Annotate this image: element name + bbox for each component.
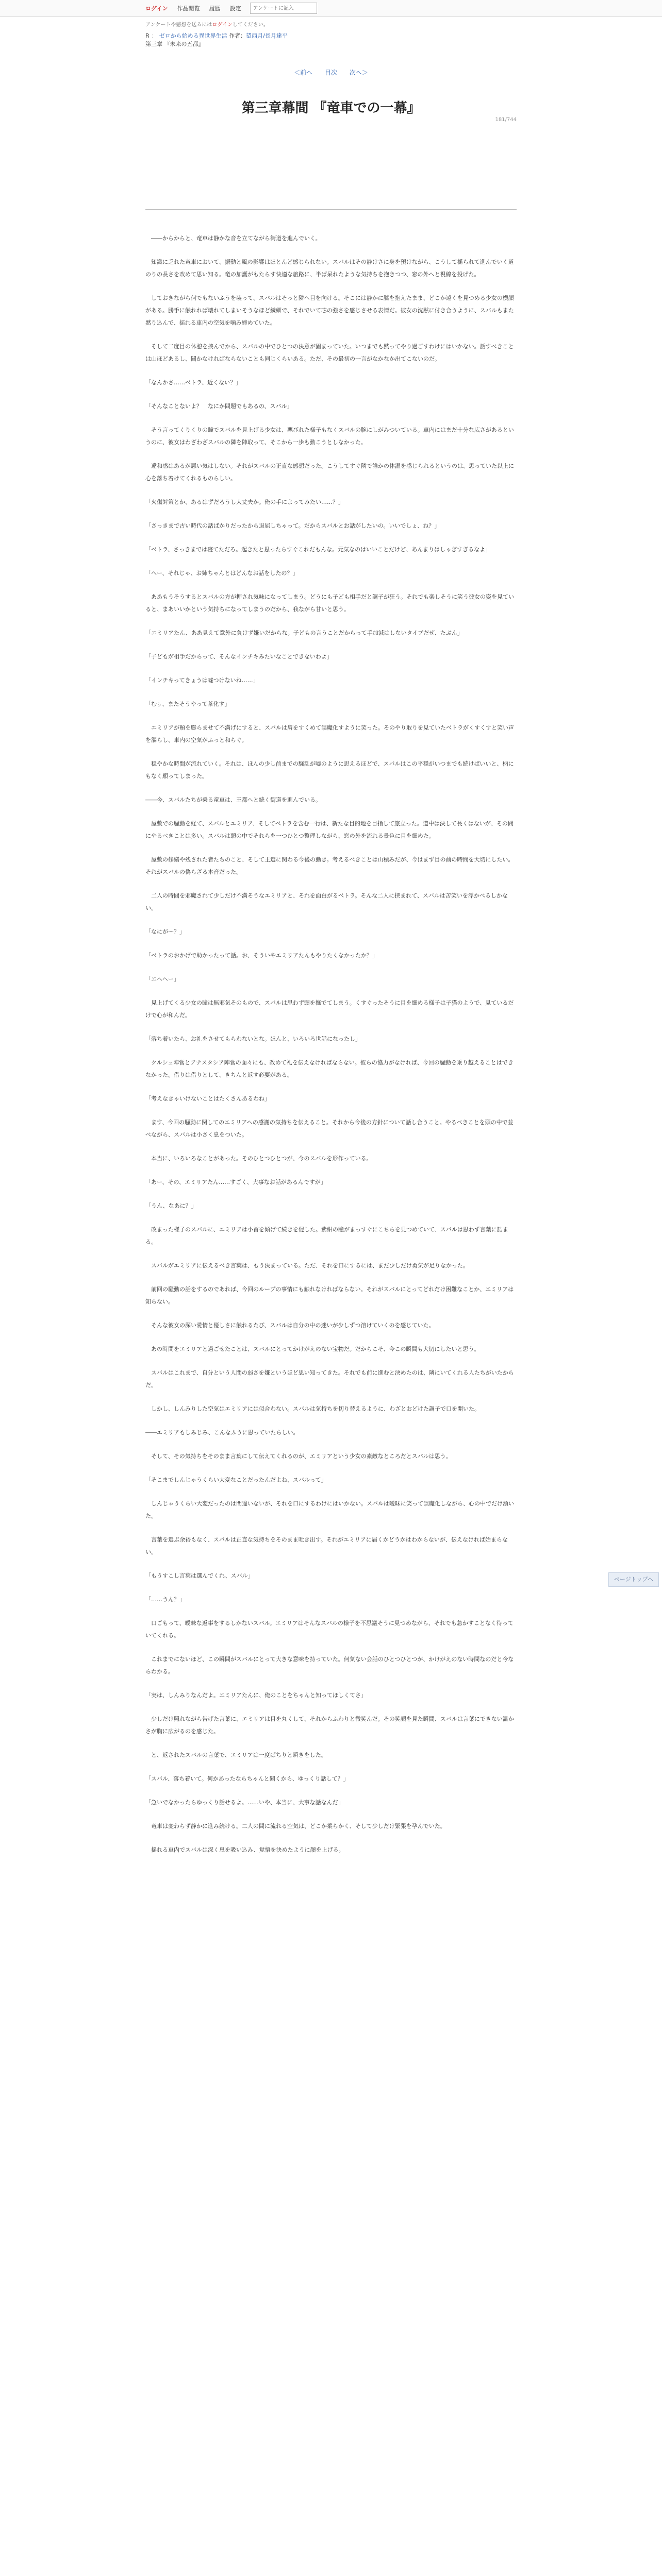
novel-paragraph: そして二度目の休憩を挟んでから、スバルの中でひとつの決意が固まっていた。いつまでも黙ってやり過ごすわけにはいかない。話すべきことは山ほどあるし、聞かなければならないことも同じくらいある。ただ、その最初の一言がなかなか出てこないのだ。 [145, 343, 514, 362]
work-title-link[interactable]: ゼロから始める異世界生活 [159, 32, 227, 39]
novel-paragraph: そう言ってくりくりの瞳でスバルを見上げる少女は、悪びれた様子もなくスバルの腕にしがみついている。車内にはまだ十分な広さがあるというのに、彼女はわざわざスバルの隣を陣取って、そこから一歩も動こうとしなかった。 [145, 427, 514, 446]
page-number: 181/744 [495, 117, 517, 123]
novel-paragraph: ――からからと、竜車は静かな音を立てながら街道を進んでいく。 [145, 235, 321, 242]
novel-paragraph: そんな彼女の深い愛情と優しさに触れるたび、スバルは自分の中の迷いが少しずつ溶けていくのを感じていた。 [145, 1322, 435, 1329]
novel-paragraph: 少しだけ照れながら告げた言葉に、エミリアは目を丸くして、それからふわりと微笑んだ。その笑顔を見た瞬間、スバルは言葉にできない温かさが胸に広がるのを感じた。 [145, 1716, 514, 1735]
novel-paragraph: 穏やかな時間が流れていく。それは、ほんの少し前までの騒乱が嘘のように思えるほどで、スバルはこの平穏がいつまでも続けばいいと、柄にもなく願ってしまった。 [145, 760, 514, 779]
novel-paragraph: と、返されたスバルの言葉で、エミリアは一度ぱちりと瞬きをした。 [145, 1752, 327, 1758]
author-link[interactable]: 望西月/長月達平 [246, 32, 288, 39]
novel-paragraph: 「急いでなかったらゆっくり話せるよ。……いや、本当に、大事な話なんだ」 [145, 1799, 344, 1806]
nav-history-link[interactable]: 履歴 [209, 5, 221, 12]
notice-login-link[interactable]: ログイン [212, 22, 233, 28]
novel-body [145, 232, 517, 1856]
novel-paragraph: 「スバル、落ち着いて。何かあったならちゃんと聞くから、ゆっくり話して？」 [145, 1775, 349, 1782]
book-info [145, 32, 517, 48]
login-notice [145, 20, 517, 28]
novel-paragraph: 「ベトラのおかげで助かったって話。お、そういやエミリアたんもやりたくなかったか？」 [145, 952, 378, 959]
novel-paragraph: しておきながら何でもないふうを装って、スバルはそっと隣へ目を向ける。そこには静かに膝を抱えたまま、どこか遠くを見つめる少女の横顔がある。勝手に触れれば壊れてしまいそうなほど繊細で、それでいて芯の強さを感じさせる表情だ。彼女の沈黙に付き合うように、スバルもまた黙り込んで、揺れる車内の空気を噛み締めていた。 [145, 295, 514, 326]
novel-paragraph: 「実は、しんみりなんだよ。エミリアたんに、俺のことをちゃんと知ってほしくてさ」 [145, 1692, 367, 1699]
novel-paragraph: 「さっきまで古い時代の話ばかりだったから退屈しちゃって。だからスバルとお話がしたいの。いいでしょ、ね？」 [145, 522, 440, 529]
prev-chapter-link[interactable]: ＜前へ [294, 69, 313, 76]
book-info-line-1 [145, 32, 517, 40]
novel-paragraph: 二人の時間を邪魔されて少しだけ不満そうなエミリアと、それを面白がるベトラ。そんな二人に挟まれて、スバルは苦笑いを浮かべるしかない。 [145, 892, 508, 911]
novel-paragraph: 「むぅ、またそうやって茶化す」 [145, 701, 230, 707]
novel-paragraph: 「あー、その、エミリアたん……すごく、大事なお話があるんですが」 [145, 1179, 326, 1185]
series-label: R [145, 32, 150, 39]
novel-paragraph: 「へー、それじゃ、お姉ちゃんとはどんなお話をしたの？」 [145, 570, 299, 577]
novel-paragraph: 揺れる車内でスバルは深く息を吸い込み、覚悟を決めたように顔を上げる。 [145, 1846, 344, 1853]
chapter-title: 第三章幕間 『竜車での一幕』 [241, 100, 421, 116]
novel-paragraph: 「なにが～？」 [145, 928, 185, 935]
novel-paragraph: 口ごもって、曖昧な返事をするしかないスバル。エミリアはそんなスバルの様子を不思議そうに見つめながら、それでも急かすことなく待っていてくれる。 [145, 1620, 514, 1639]
separator: ： [151, 32, 157, 39]
top-navigation-bar [0, 0, 662, 17]
novel-paragraph: しんじゃうくらい大変だったのは間違いないが、それを口にするわけにはいかない。スバルは曖昧に笑って誤魔化しながら、心の中でだけ頷いた。 [145, 1500, 514, 1519]
novel-paragraph: 「エミリアたん、ああ見えて意外に負けず嫌いだからな。子どもの言うことだからって手加減はしないタイプだぜ、たぶん」 [145, 630, 463, 636]
novel-paragraph: 「……うん？」 [145, 1596, 185, 1603]
novel-paragraph: 「考えなきゃいけないことはたくさんあるわね」 [145, 1095, 270, 1102]
novel-paragraph: 前回の騒動の話をするのであれば、今回のループの事情にも触れなければならない。それがスバルにとってどれだけ困難なことか、エミリアは知らない。 [145, 1286, 514, 1305]
novel-paragraph: ――今、スバルたちが乗る竜車は、王都へと続く街道を進んでいる。 [145, 796, 321, 803]
novel-paragraph: あの時間をエミリアと過ごせたことは、スバルにとってかけがえのない宝物だ。だからこそ、今この瞬間も大切にしたいと思う。 [145, 1346, 480, 1352]
novel-paragraph: 「うん、なあに？」 [145, 1202, 197, 1209]
novel-paragraph: ます、今回の騒動に関してのエミリアへの感謝の気持ちを伝えること。それから今後の方針について話し合うこと。やるべきことを頭の中で並べながら、スバルは小さく息をついた。 [145, 1119, 514, 1138]
novel-paragraph: スバルはこれまで、自分という人間の弱さを嫌というほど思い知ってきた。それでも前に進むと決めたのは、隣にいてくれる人たちがいたからだ。 [145, 1369, 514, 1388]
chapter-pager [145, 68, 517, 77]
novel-paragraph: 「落ち着いたら、お礼をさせてもらわないとな。ほんと、いろいろ世話になったし」 [145, 1036, 361, 1042]
scroll-top-button[interactable]: ページトップへ [608, 1572, 659, 1587]
novel-paragraph: ああもうそうするとスバルの方が押され気味になってしまう。どうにも子ども相手だと調子が狂う。それでも楽しそうに笑う彼女の姿を見ていると、まあいいかという気持ちになってしまうのだから、我ながら甘いと思う。 [145, 594, 514, 613]
novel-paragraph: 改まった様子のスバルに、エミリアは小首を傾げて続きを促した。紫紺の瞳がまっすぐにこちらを見つめていて、スバルは思わず言葉に詰まる。 [145, 1226, 508, 1245]
novel-paragraph: これまでにないほど、この瞬間がスバルにとって大きな意味を持っていた。何気ない会話のひとつひとつが、かけがえのない時間なのだと今ならわかる。 [145, 1656, 514, 1675]
novel-paragraph: 違和感はあるが悪い気はしない。それがスバルの正直な感想だった。こうしてすぐ隣で誰かの体温を感じられるというのは、思っていた以上に心を落ち着けてくれるものらしい。 [145, 463, 514, 482]
novel-paragraph: 「子どもが相手だからって、そんなインチキみたいなことできないわよ」 [145, 653, 333, 660]
novel-paragraph: しかし、しんみりした空気はエミリアには似合わない。スバルは気持ちを切り替えるように、わざとおどけた調子で口を開いた。 [145, 1405, 480, 1412]
next-chapter-link[interactable]: 次へ＞ [349, 69, 368, 76]
novel-paragraph: 言葉を選ぶ余裕もなく、スバルは正直な気持ちをそのまま吐き出す。それがエミリアに届くかどうかはわからないが、伝えなければ始まらない。 [145, 1536, 508, 1555]
nav-browse-link[interactable]: 作品閲覧 [177, 5, 200, 12]
novel-paragraph: 「インチキってきょうは嘘つけないね……」 [145, 677, 259, 684]
novel-paragraph: 竜車は変わらず静かに進み続ける。二人の間に流れる空気は、どこか柔らかく、そして少しだけ緊張を孕んでいた。 [145, 1823, 446, 1829]
novel-paragraph: 「そんなことないよ？ なにか問題でもあるの、スバル」 [145, 403, 293, 410]
novel-paragraph: 「もうすこし言葉は選んでくれ、スバル」 [145, 1572, 254, 1579]
novel-paragraph: 「ベトラ、さっきまでは寝てただろ。起きたと思ったらすぐこれだもんな。元気なのはいいことだけど、あんまりはしゃぎすぎるなよ」 [145, 546, 491, 553]
nav-settings-link[interactable]: 設定 [229, 5, 241, 12]
novel-paragraph: 見上げてくる少女の瞳は無邪気そのもので、スバルは思わず頭を撫でてしまう。くすぐったそうに目を細める様子は子猫のようで、見ているだけで心が和んだ。 [145, 999, 514, 1019]
title-divider [145, 209, 517, 210]
novel-paragraph: 屋敷での騒動を経て、スバルとエミリア、そしてベトラを含む一行は、新たな目的地を目指して旅立った。道中は決して長くはないが、その間にやるべきことは多い。スバルは頭の中でそれらを一つひとつ整理しながら、窓の外を流れる景色に目を細めた。 [145, 820, 514, 839]
chapter-header [145, 20, 517, 123]
novel-paragraph: クルシュ陣営とアナスタシア陣営の面々にも、改めて礼を伝えなければならない。彼らの協力がなければ、今回の騒動を乗り越えることはできなかった。借りは借りとして、きちんと返す必要がある。 [145, 1059, 514, 1078]
novel-paragraph: 知識に乏れた竜車において、振動と風の影響はほとんど感じられない。スバルはその静けさに身を預けながら、こうして揺られて進んでいく道のりの長さを改めて思い知る。竜の加護がもたらす快適な旅路に、半ば呆れたような気持ちを抱きつつ、窓の外へと視線を投げた。 [145, 259, 514, 278]
book-info-line-2 [145, 40, 517, 48]
novel-paragraph: 本当に、いろいろなことがあった。そのひとつひとつが、今のスバルを形作っている。 [145, 1155, 372, 1162]
toc-link[interactable]: 目次 [324, 69, 337, 76]
novel-paragraph: 「火傷対策とか、あるはずだろうし大丈夫か。俺の手によってみたい……？」 [145, 499, 344, 505]
novel-paragraph: 「エヘへー」 [145, 976, 179, 982]
login-link[interactable]: ログイン [145, 5, 168, 12]
chapter-group: 『未来の五都』 [164, 41, 204, 47]
novel-paragraph: ――エミリアもしみじみ、こんなふうに思っていたらしい。 [145, 1429, 299, 1436]
novel-paragraph: エミリアが頬を膨らませて不満げにすると、スバルは肩をすくめて誤魔化すように笑った。そのやり取りを見ていたベトラがくすくすと笑い声を漏らし、車内の空気がふっと和らぐ。 [145, 724, 514, 743]
novel-paragraph: 屋敷の修繕や残された者たちのこと、そして王選に関わる今後の動き。考えるべきことは山積みだが、今はまず目の前の時間を大切にしたい。それがスバルの偽らざる本音だった。 [145, 856, 514, 875]
chapter-label: 第三章 [145, 41, 162, 47]
notice-suffix: してください。 [232, 22, 269, 28]
novel-paragraph: 「なんかさ……ベトラ、近くない？」 [145, 379, 242, 386]
novel-paragraph: スバルがエミリアに伝えるべき言葉は、もう決まっている。ただ、それを口にするには、まだ少しだけ勇気が足りなかった。 [145, 1262, 469, 1269]
author-label: 作者： [229, 32, 246, 39]
novel-paragraph: 「そこまでしんじゃうくらい大変なことだったんだよね、スバルって」 [145, 1477, 327, 1483]
notice-prefix: アンケートや感想を送るには [145, 22, 212, 28]
survey-input[interactable] [250, 3, 317, 14]
novel-paragraph: そして、その気持ちをそのまま言葉にして伝えてくれるのが、エミリアという少女の素敵なところだとスバルは思う。 [145, 1453, 452, 1460]
